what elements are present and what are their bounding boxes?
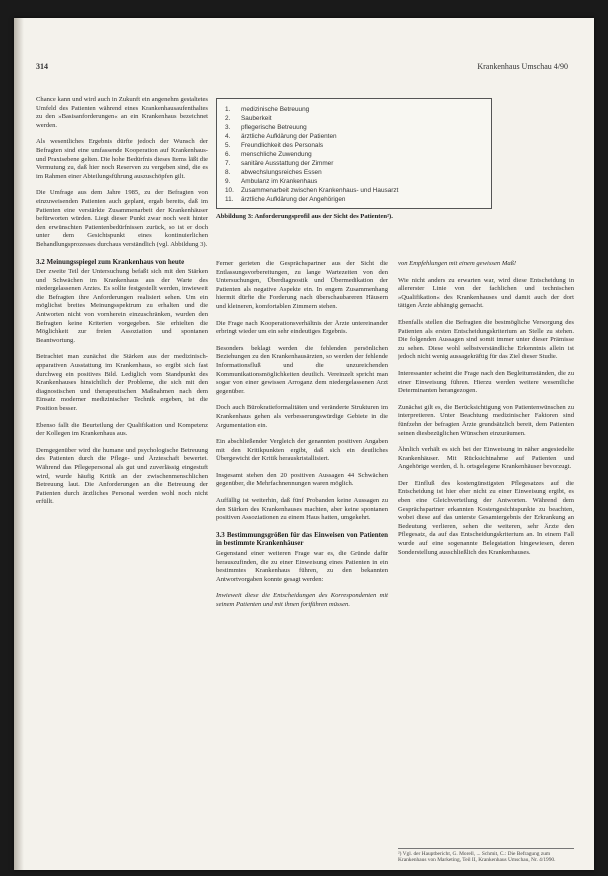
paragraph: Die Umfrage aus dem Jahre 1985, zu der Befragten von einzuweisenden Patienten auch geplant, ergab bereits, daß im Patienten eine verstärkte Zusammenarbeit der Krankenhäuser befürworten würden. Liegt dieser Punkt zwar noch weit hinter den erwünschten Patientenbedürfnissen zurück, so ist er doch unter dem Gesichtspunkt eines kontinuierlichen Behandlungsprozesses durchaus verständlich (vgl. Abbildung 3). bbox=[36, 189, 208, 248]
paragraph: Der Einfluß des kostengünstigsten Pflegesatzes auf die Entscheidung ist hier eher nicht zu einer Einweisung ergibt, es eben eine Gleichverteilung der Antworten. Während dem Gesprächspartner erkannten Kostengesichtspunkte zu beachten, wobei diese auf das unterste Gesamtergebnis der Erkrankung an Bedeutung verlieren, sehen die weiteren, sehr Ärzte den Pflegesatz, da auf das Entscheidungskriterium an. In einem Fall wurde auf eine sogenannte Belegstation hingewiesen, deren Sonderstellung ausschließlich des Krankenhauses. bbox=[398, 479, 574, 556]
paragraph: Chance kann und wird auch in Zukunft ein angenehm gestaltetes Umfeld des Patienten während eines Krankenhausaufenthaltes zu den »Basisanforderungen« an ein Krankenhaus bezeichnet werden. bbox=[36, 96, 208, 129]
list-item: 10. Zusammenarbeit zwischen Krankenhaus- und Hausarzt bbox=[225, 187, 399, 194]
paragraph: Gegenstand einer weiteren Frage war es, die Gründe dafür herauszufinden, die zu einer Einweisung eines Patienten in ein bestimmtes Krankenhaus führen, zu den bekannten Antwortvorgaben konnte gesagt werden: bbox=[216, 550, 388, 583]
paragraph: Der zweite Teil der Untersuchung befaßt sich mit den Stärken und Schwächen im Krankenhaus aus der Warte des niedergelassenen Arztes. Es sollte festgestellt werden, inwieweit die Befragten ihre Anforderungen realisiert sehen. Um ein möglichst breites Meinungsspektrum zu erhalten und die Antworten nicht von vornherein einzuschränken, wurden den Befragten keine Kriterien vorgegeben. Sie erhielten die Möglichkeit zur freien Assoziation und spontanen Beantwortung. bbox=[36, 268, 208, 344]
document-page bbox=[14, 18, 594, 870]
paragraph: Ebenfalls stellen die Befragten die bestmögliche Versorgung des Patienten als ersten Entscheidungskriterium an Stelle zu stehen. Die folgenden Aussagen sind somit immer unter dieser Prämisse zu sehen. Diese wohl selbstverständliche Erkenntnis allein ist jedoch nicht wenig aussagekräftig für das Ziel dieser Studie. bbox=[398, 318, 574, 361]
list-item: 7. sanitäre Ausstattung der Zimmer bbox=[225, 160, 334, 167]
paragraph: Interessanter scheint die Frage nach den Begleitumständen, die zu einer Einweisung führen. Hierzu werden weitere wesentliche Determinanten herangezogen. bbox=[398, 369, 574, 395]
column-middle bbox=[216, 260, 388, 618]
paragraph: Wie nicht anders zu erwarten war, wird diese Entscheidung in allererster Linie von der fachlichen und technischen »Qualifikation« des Krankenhauses und damit auch der dort tätigen Ärzte abhängig gemacht. bbox=[398, 276, 574, 310]
section-heading: 3.2 Meinungsspiegel zum Krankenhaus von heute bbox=[36, 257, 185, 266]
page-number: 314 bbox=[36, 62, 48, 71]
paragraph: Ähnlich verhält es sich bei der Einweisung in näher angesiedelte Krankenhäuser. Mit Rücksichtnahme auf Patienten und Angehörige werden, d. h. ortsgelegene Krankenhäuser bevorzugt. bbox=[398, 446, 574, 471]
paragraph: Ein abschließender Vergleich der genannten positiven Angaben mit den Kritikpunkten ergibt, daß sich ein deutliches Übergewicht der Kritik herauskristallisiert. bbox=[216, 438, 388, 463]
paragraph: Insgesamt stehen den 20 positiven Aussagen 44 Schwächen gegenüber, die Mehrfachnennungen waren möglich. bbox=[216, 471, 388, 488]
figure-caption: Abbildung 3: Anforderungsprofil aus der Sicht des Patienten²). bbox=[216, 213, 393, 220]
paragraph: Demgegenüber wird die humane und psychologische Betreuung des Patienten durch die Pflege- und Ärzteschaft bewertet. Während das Pflegepersonal als gut und zuverlässig eingestuft wird, wurde häufig Kritik an der zwischenmenschlichen Betreuung laut. Die Anforderungen an die Betreuung der Patienten durch ärztliches Personal werden wohl noch nicht erfüllt. bbox=[36, 446, 208, 506]
column-right-body bbox=[398, 260, 574, 842]
requirements-list bbox=[225, 105, 483, 204]
list-item: 6. menschliche Zuwendung bbox=[225, 151, 312, 158]
list-item: 11. ärztliche Aufklärung der Angehörigen bbox=[225, 196, 346, 203]
paragraph: Die Frage nach Kooperationsverhältnis der Ärzte untereinander erbringt wieder um ein sehr eindeutiges Ergebnis. bbox=[216, 319, 388, 336]
figure-anforderungsprofil bbox=[216, 98, 492, 220]
page-header bbox=[36, 62, 568, 74]
paragraph: Ferner gerieten die Gesprächspartner aus der Sicht die Entlassungsvorbereitungen, zu lange Wartezeiten von den Untersuchungen, Überdiagnostik und Übermedikation der Patienten als negative Aspekte ein. In engem Zusammenhang hiermit dürfte die Forderung nach überschaubareren Häusern und kleineren, komfortablen Zimmern stehen. bbox=[216, 260, 388, 310]
list-item: 1. medizinische Betreuung bbox=[225, 106, 310, 113]
column-left bbox=[36, 96, 208, 515]
list-item: 8. abwechslungsreiches Essen bbox=[225, 169, 322, 176]
list-item: 4. ärztliche Aufklärung der Patienten bbox=[225, 133, 337, 140]
paragraph: Inwieweit diese die Entscheidungen des Korrespondenten mit seinem Patienten und mit ihnen fortführen müssen. bbox=[216, 592, 388, 608]
paragraph: von Empfehlungen mit einem gewissen Maß! bbox=[398, 260, 517, 267]
list-item: 2. Sauberkeit bbox=[225, 115, 272, 122]
list-item: 5. Freundlichkeit des Personals bbox=[225, 142, 324, 149]
paragraph: Als wesentliches Ergebnis dürfte jedoch der Wunsch der Befragten sind eine umfassende Kooperation auf Krankenhaus- und Praxisebene gelten. Die hohe Bedürfnis dieses Items läßt die Vermutung zu, daß hier noch Reserven zu vergeben sind, die es im Rahmen einer Abteilungsführung auszuschöpfen gilt. bbox=[36, 138, 208, 180]
paragraph: Besonders beklagt werden die fehlenden persönlichen Beziehungen zu den Krankenhausärzten, so werden der fehlende Informationsfluß und die unzureichenden Kommunikationsmöglichkeiten deutlich. Vereinzelt spricht man sogar von einer gewissen Arroganz dem niedergelassenen Arzt gegenüber. bbox=[216, 344, 388, 395]
paragraph: Ebenso fallt die Beurteilung der Qualifikation und Kompetenz der Kollegen im Krankenhaus aus. bbox=[36, 421, 208, 438]
paragraph: Doch auch Bürokratieformalitäten und veränderte Strukturen im Krankenhaus gehen als verbesserungswürdige Gebiete in die Argumentation ein. bbox=[216, 404, 388, 429]
figure-box bbox=[216, 98, 492, 209]
paragraph: Auffällig ist weiterhin, daß fünf Probanden keine Aussagen zu den Stärken des Krankenhauses machten, aber keine spontanen positiven Assoziationen zu einem Haus hatten, umgekehrt. bbox=[216, 497, 388, 522]
list-item: 3. pflegerische Betreuung bbox=[225, 124, 307, 131]
column-right bbox=[398, 260, 574, 842]
paragraph: Betrachtet man zunächst die Stärken aus der medizinisch-apparativen Ausstattung im Krankenhaus, so ergibt sich fast durchweg ein positives Bild. Lediglich vom Standpunkt des Krankenhauses hinsichtlich der Probleme, die sich mit den diagnostischen und therapeutischen Maßnahmen nach dem Einsatz moderner medizinischer Technik ergeben, ist die Position besser. bbox=[36, 353, 208, 412]
page-edge-shadow bbox=[14, 18, 24, 870]
paragraph: Zunächst gilt es, die Berücksichtigung von Patientenwünschen zu interpretieren. Unter Beachtung medizinischer Faktoren sind fünfzehn der befragten Ärzte grundsätzlich bereit, dem Patienten seinen diesbezüglichen Wünschen einzuräumen. bbox=[398, 403, 574, 437]
list-item: 9. Ambulanz im Krankenhaus bbox=[225, 178, 318, 185]
section-heading: 3.3 Bestimmungsgrößen für das Einweisen von Patienten in bestimmte Krankenhäuser bbox=[216, 530, 388, 548]
footnote: ²) Vgl. der Hauptbericht, G. Morell, ... Schmit, C.: Die Befragung zum Krankenhaus von Marketing, Teil II, Krankenhaus Umschau, Nr. 4/1990. bbox=[398, 848, 574, 864]
journal-title: Krankenhaus Umschau 4/90 bbox=[477, 62, 568, 71]
